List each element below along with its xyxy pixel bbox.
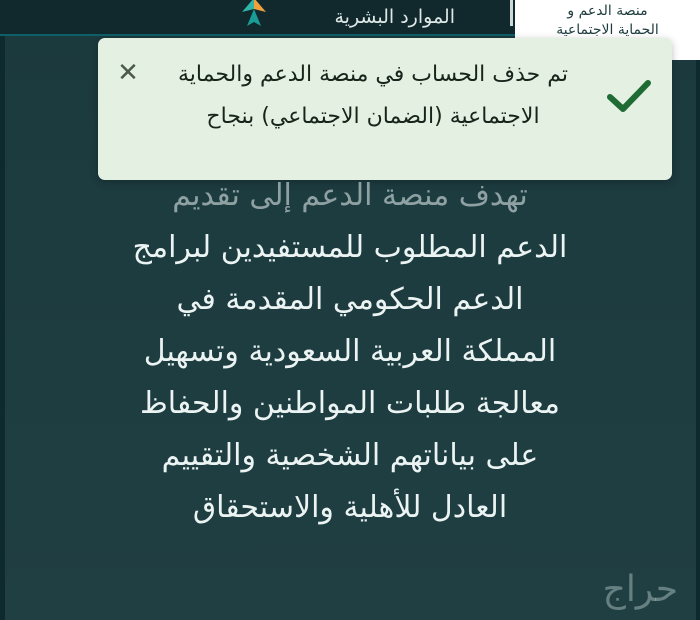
logo-icon — [214, 0, 294, 36]
description-line: تهدف منصة الدعم إلى تقديم — [172, 178, 528, 213]
description-line: العادل للأهلية والاستحقاق — [192, 490, 508, 525]
description-line: المملكة العربية السعودية وتسهيل — [143, 334, 557, 369]
description-line: الدعم المطلوب للمستفيدين لبرامج — [132, 230, 568, 265]
close-icon[interactable]: ✕ — [117, 58, 139, 88]
success-toast — [98, 38, 672, 180]
description-text — [0, 170, 700, 534]
header-divider — [510, 0, 513, 26]
description-line: معالجة طلبات المواطنين والحفاظ — [140, 386, 560, 421]
header-title: الموارد البشرية — [334, 6, 455, 28]
header-platform-line-1: منصة الدعم و — [567, 3, 648, 19]
app-header — [0, 0, 700, 36]
description-line: الدعم الحكومي المقدمة في — [176, 282, 524, 317]
header-platform-line-2: الحماية الاجتماعية — [556, 22, 659, 38]
description-line: على بياناتهم الشخصية والتقييم — [161, 438, 539, 473]
check-icon — [604, 80, 654, 114]
toast-message: تم حذف الحساب في منصة الدعم والحماية الاجتماعية (الضمان الاجتماعي) بنجاح — [178, 62, 568, 129]
watermark: حراج — [602, 569, 678, 610]
